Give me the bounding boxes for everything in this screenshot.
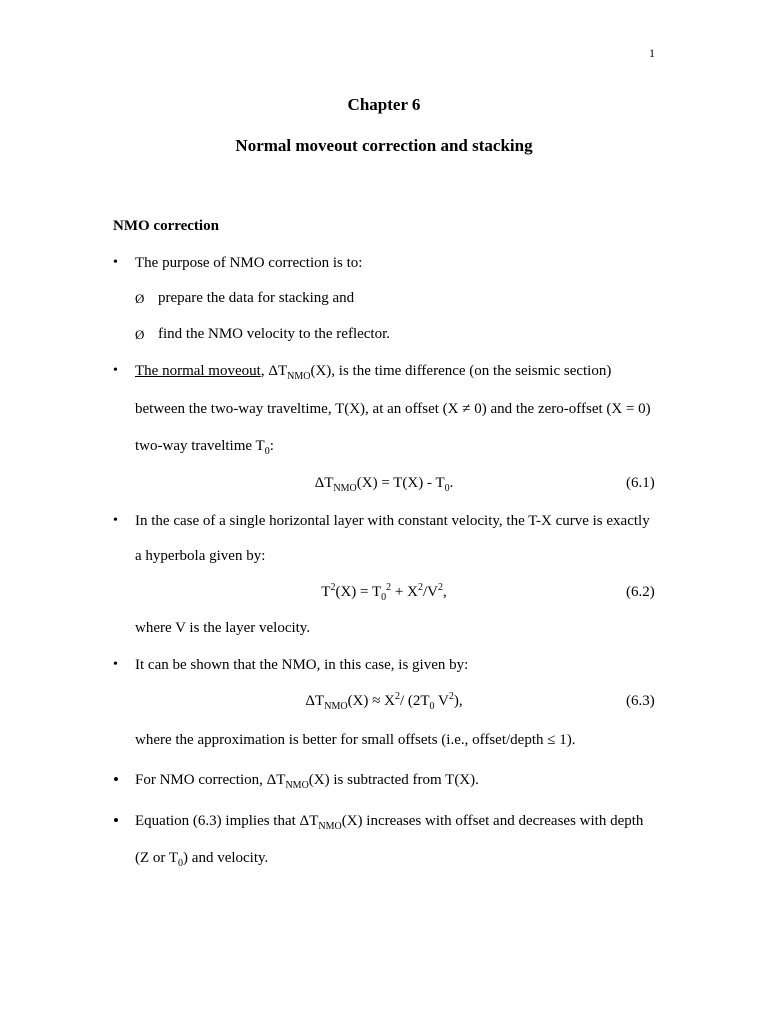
text-run: /V [422, 584, 438, 600]
text-run: V [434, 693, 449, 709]
bullet-2-line-3 [135, 438, 274, 455]
bullet-3-line-2: a hyperbola given by: [135, 548, 266, 564]
sub-bullet-1-marker: Ø [135, 291, 145, 306]
bullet-3-marker: • [113, 513, 118, 528]
superscript: 2 [437, 582, 443, 593]
bullet-6-marker: • [113, 811, 119, 830]
text-run: (X) is subtracted from T(X). [308, 772, 479, 788]
text-run: Equation (6.3) implies that ΔT [135, 813, 319, 829]
text-run: : [269, 438, 274, 454]
subscript: 0 [429, 701, 435, 712]
text-run: (X) ≈ X [347, 693, 395, 709]
bullet-3-line-1: In the case of a single horizontal layer with constant velocity, the T-X curve is exactly [135, 513, 650, 529]
sub-bullet-1-text: prepare the data for stacking and [158, 290, 355, 306]
bullet-1-text: The purpose of NMO correction is to: [135, 255, 363, 271]
subscript: NMO [287, 371, 311, 382]
bullet-2-line-1 [135, 363, 611, 380]
bullet-6-line-1 [135, 813, 643, 830]
bullet-5-marker: • [113, 770, 119, 789]
superscript: 2 [448, 691, 454, 702]
subscript: NMO [324, 701, 348, 712]
bullet-5-text [135, 772, 479, 789]
bullet-4-marker: • [113, 657, 118, 672]
text-run: , ΔT [260, 363, 288, 379]
bullet-6-line-2 [135, 850, 268, 867]
subscript: NMO [285, 780, 309, 791]
superscript: 2 [386, 582, 392, 593]
subscript: 0 [381, 592, 387, 603]
sub-bullet-2-marker: Ø [135, 327, 145, 342]
bullet-3-after: where V is the layer velocity. [135, 620, 311, 636]
sub-bullet-2-text: find the NMO velocity to the reflector. [158, 326, 391, 342]
text-run: two-way traveltime T [135, 438, 265, 454]
subscript: 0 [444, 483, 450, 494]
subscript: NMO [333, 483, 357, 494]
subscript: NMO [318, 821, 342, 832]
text-run: ΔT [314, 475, 334, 491]
bullet-1-marker: • [113, 255, 118, 270]
text-run: , [442, 584, 447, 600]
text-run: . [449, 475, 454, 491]
text-run: (X), is the time difference (on the seismic section) [310, 363, 612, 379]
chapter-subtitle: Normal moveout correction and stacking [235, 136, 533, 155]
page-number: 1 [649, 46, 655, 60]
text-run: + X [391, 584, 418, 600]
text-run: (X) = T [335, 584, 382, 600]
text-run: / (2T [399, 693, 430, 709]
chapter-title: Chapter 6 [347, 95, 421, 114]
bullet-4-after: where the approximation is better for small offsets (i.e., offset/depth ≤ 1). [135, 732, 576, 748]
text-run: (X) increases with offset and decreases with depth [341, 813, 644, 829]
text-run: For NMO correction, ΔT [135, 772, 286, 788]
section-heading: NMO correction [113, 218, 219, 234]
equation-6-3-number: (6.3) [626, 693, 655, 709]
equation-6-2-number: (6.2) [626, 584, 655, 600]
subscript: 0 [178, 858, 184, 869]
equation-6-1-number: (6.1) [626, 475, 655, 491]
normal-moveout-term: The normal moveout [135, 363, 261, 379]
text-run: (Z or T [135, 850, 179, 866]
superscript: 2 [394, 691, 400, 702]
bullet-2-line-2: between the two-way traveltime, T(X), at an offset (X ≠ 0) and the zero-offset (X = 0) [135, 401, 651, 417]
text-run: ) and velocity. [183, 850, 269, 866]
text-run: ), [453, 693, 463, 709]
bullet-2-marker: • [113, 363, 118, 378]
superscript: 2 [417, 582, 423, 593]
subscript: 0 [264, 446, 270, 457]
text-run: (X) = T(X) - T [356, 475, 445, 491]
bullet-4-line-1: It can be shown that the NMO, in this case, is given by: [135, 657, 469, 673]
text-run: T [321, 584, 331, 600]
superscript: 2 [330, 582, 336, 593]
text-run: ΔT [305, 693, 325, 709]
